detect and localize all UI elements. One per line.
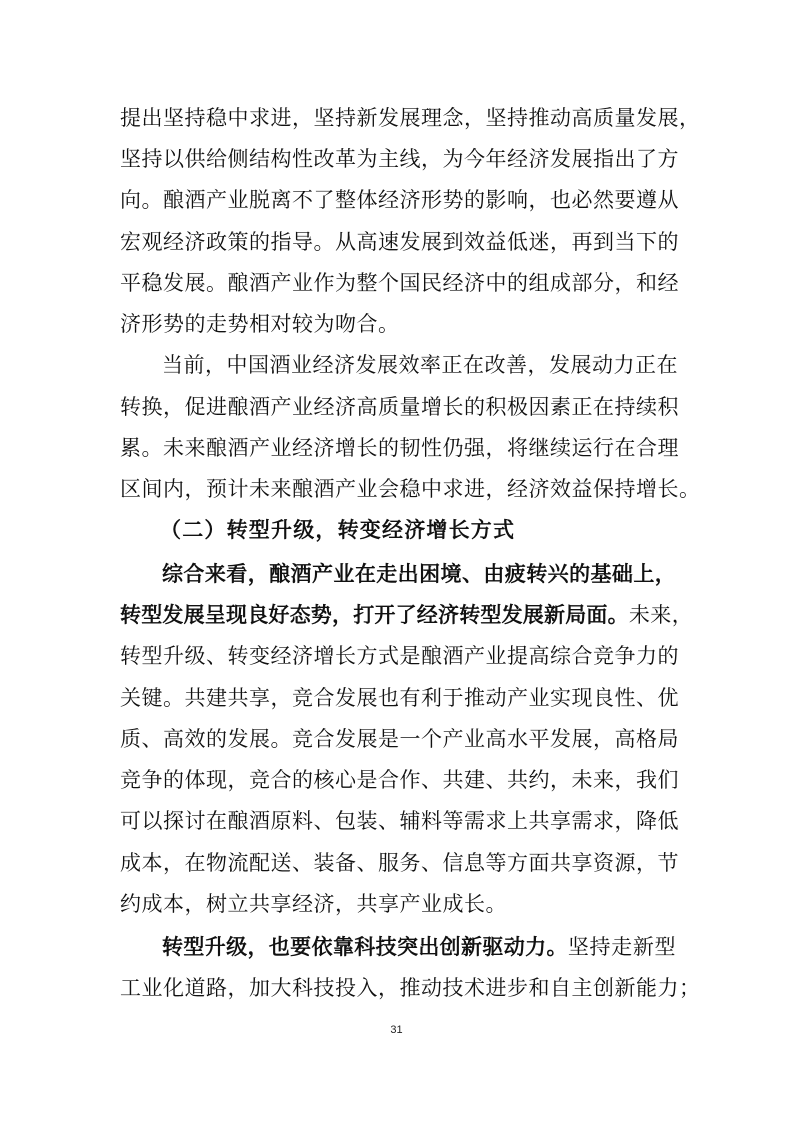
body-text-line: 竞争的体现，竞合的核心是合作、共建、共约，未来，我们 <box>120 768 679 792</box>
body-text-line-mixed <box>120 598 694 632</box>
body-text-line-mixed <box>162 930 676 964</box>
body-text-span: 坚持走新型 <box>567 935 677 959</box>
body-text-line: 济形势的走势相对较为吻合。 <box>120 312 400 336</box>
bold-text-span: 转型发展呈现良好态势，打开了经济转型发展新局面。 <box>120 603 629 627</box>
body-text-line: 向。酿酒产业脱离不了整体经济形势的影响，也必然要遵从 <box>120 188 679 212</box>
body-text-line: 转型升级、转变经济增长方式是酿酒产业提高综合竞争力的 <box>120 644 679 668</box>
body-text-line: 宏观经济政策的指导。从高速发展到效益低迷，再到当下的 <box>120 230 679 254</box>
body-text-line: 成本，在物流配送、装备、服务、信息等方面共享资源，节 <box>120 851 679 875</box>
body-text-line: 坚持以供给侧结构性改革为主线，为今年经济发展指出了方 <box>120 147 679 171</box>
body-text-line: 关键。共建共享，竞合发展也有利于推动产业实现良性、优 <box>120 686 679 710</box>
body-text-line: 当前，中国酒业经济发展效率正在改善，发展动力正在 <box>162 353 678 377</box>
body-text-line: 累。未来酿酒产业经济增长的韧性仍强，将继续运行在合理 <box>120 436 679 460</box>
body-text-line: 约成本，树立共享经济，共享产业成长。 <box>120 892 507 916</box>
body-text-line: 工业化道路，加大科技投入，推动技术进步和自主创新能力； <box>120 976 701 1000</box>
body-text-line: 区间内，预计未来酿酒产业会稳中求进，经济效益保持增长。 <box>120 477 701 501</box>
section-heading: （二）转型升级，转变经济增长方式 <box>160 517 516 542</box>
bold-text-span: 转型升级，也要依靠科技突出创新驱动力。 <box>162 935 568 959</box>
body-text-line: 可以探讨在酿酒原料、包装、辅料等需求上共享需求，降低 <box>120 809 679 833</box>
body-text-span: 未来， <box>628 603 694 627</box>
body-text-line-bold: 综合来看，酿酒产业在走出困境、由疲转兴的基础上， <box>162 562 676 586</box>
body-text-line: 平稳发展。酿酒产业作为整个国民经济中的组成部分，和经 <box>120 271 679 295</box>
page-number: 31 <box>390 1024 403 1036</box>
body-text-line: 转换，促进酿酒产业经济高质量增长的积极因素正在持续积 <box>120 395 679 419</box>
body-text-line: 质、高效的发展。竞合发展是一个产业高水平发展，高格局 <box>120 727 679 751</box>
body-text-line: 提出坚持稳中求进，坚持新发展理念，坚持推动高质量发展， <box>120 106 701 130</box>
